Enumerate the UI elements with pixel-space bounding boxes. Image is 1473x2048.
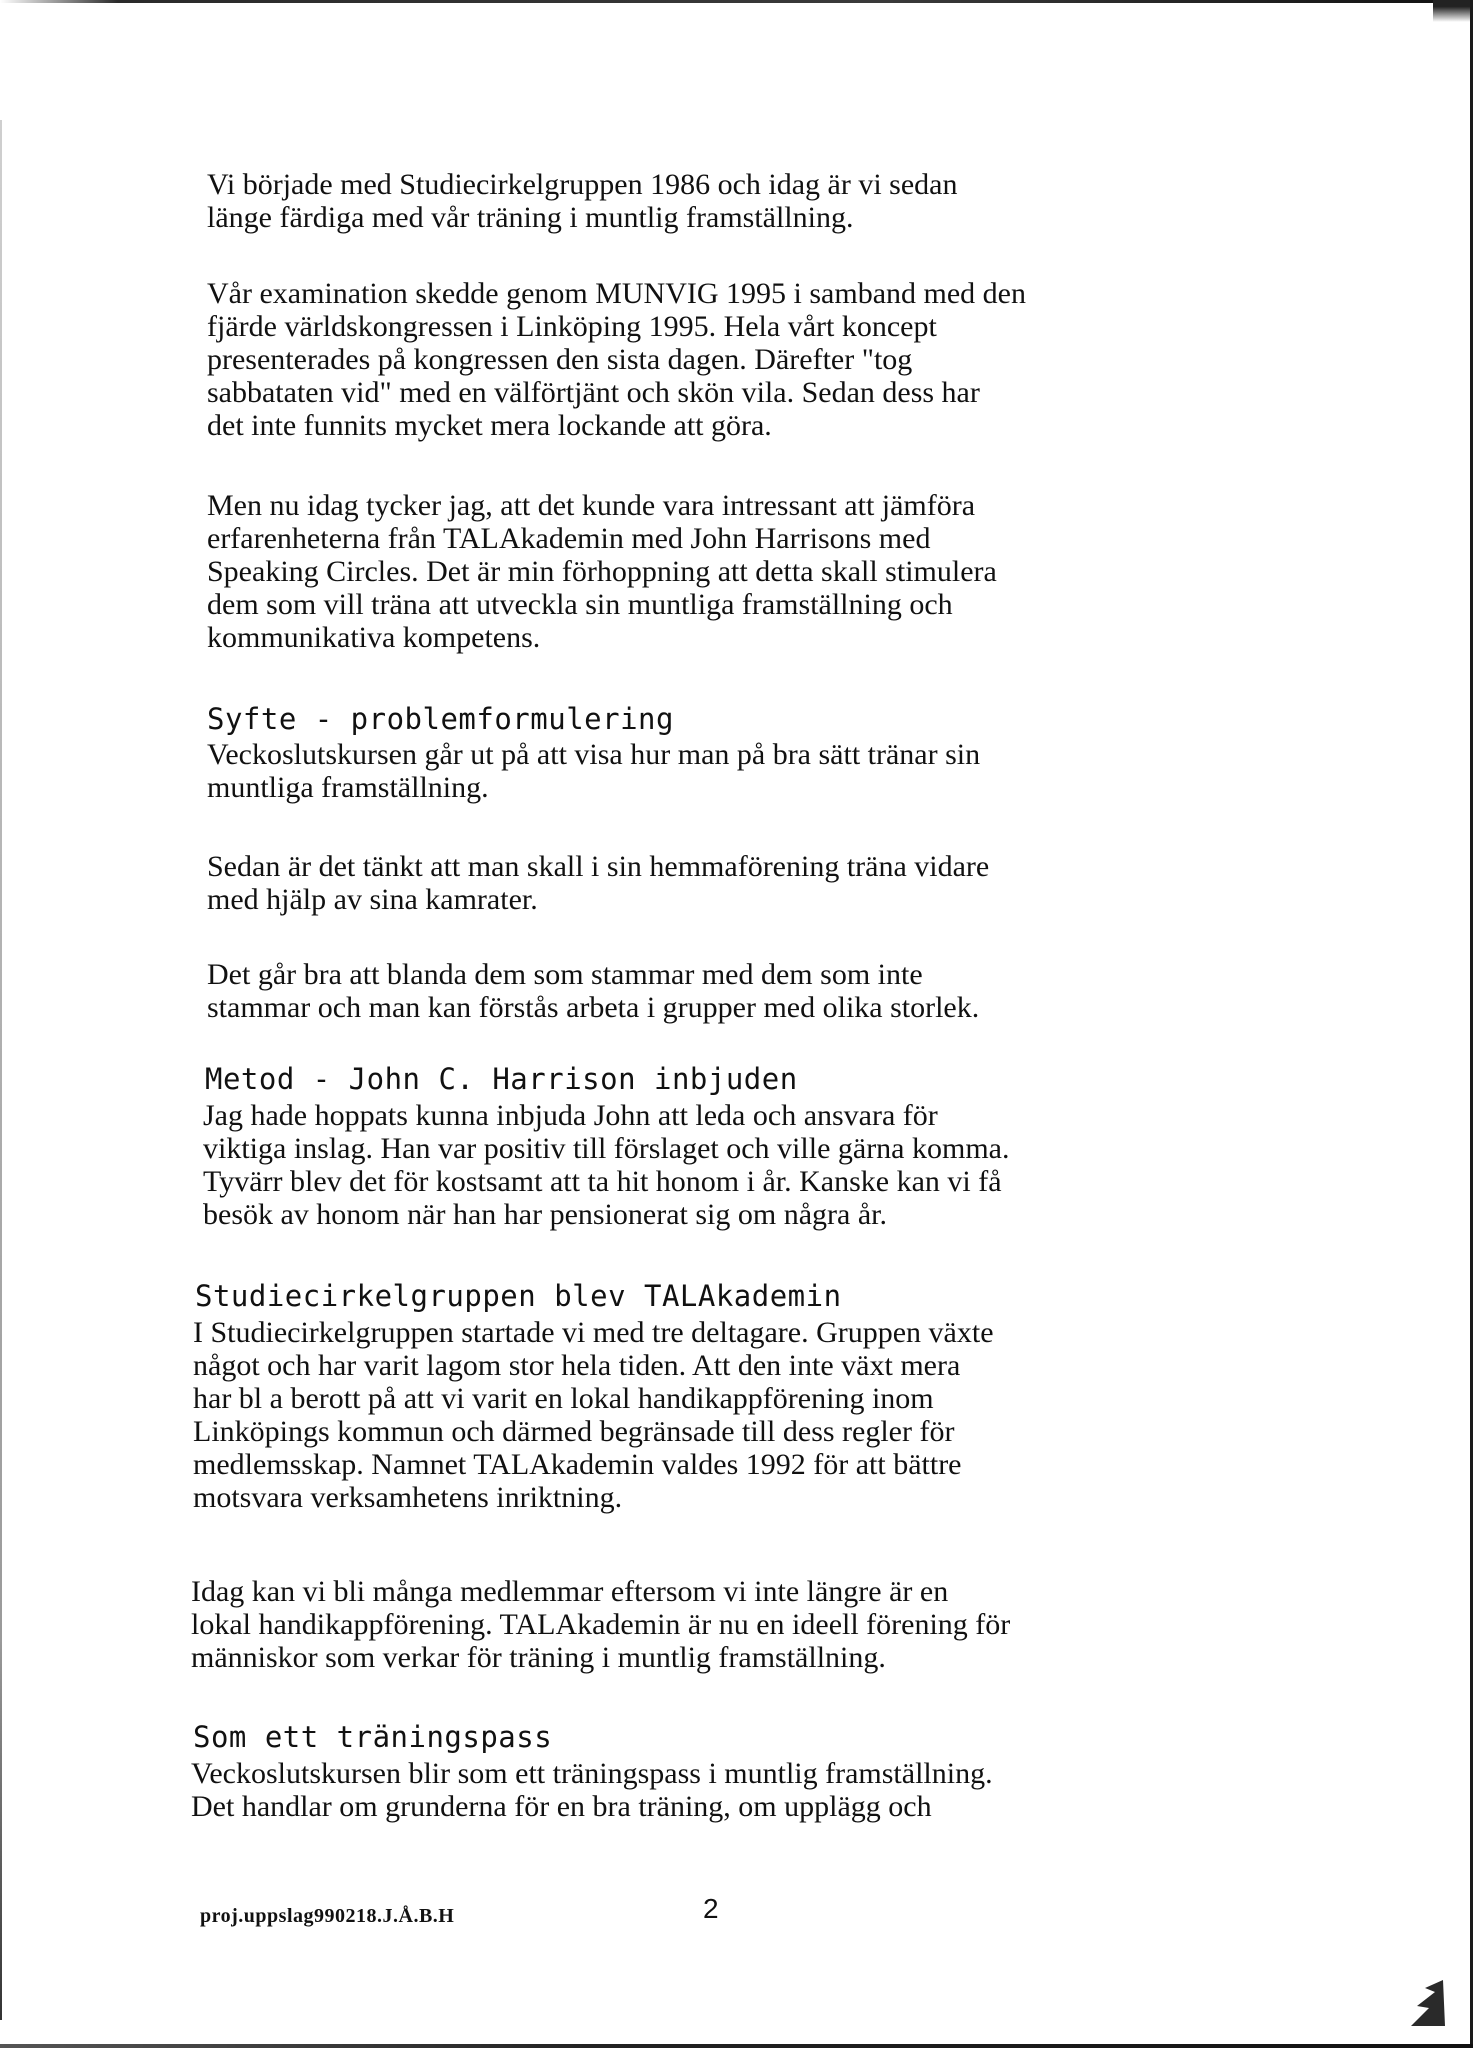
text-line: stammar och man kan förstås arbeta i grupper med olika storlek. xyxy=(207,991,980,1024)
text-line: Idag kan vi bli många medlemmar eftersom vi inte längre är en xyxy=(191,1575,949,1608)
text-line: sabbataten vid" med en välförtjänt och skön vila. Sedan dess har xyxy=(207,376,980,409)
text-line: dem som vill träna att utveckla sin muntliga framställning och xyxy=(207,588,953,621)
text-line: Det handlar om grunderna för en bra träning, om upplägg och xyxy=(191,1790,932,1823)
text-line: Tyvärr blev det för kostsamt att ta hit honom i år. Kanske kan vi få xyxy=(203,1165,1002,1198)
text-line: har bl a berott på att vi varit en lokal handikappförening inom xyxy=(193,1382,934,1415)
text-line: presenterades på kongressen den sista dagen. Därefter "tog xyxy=(207,343,913,376)
paragraph-blanda xyxy=(207,958,979,1024)
paragraph-syfte xyxy=(207,738,980,804)
text-line: det inte funnits mycket mera lockande att göra. xyxy=(207,409,772,442)
text-line: Jag hade hoppats kunna inbjuda John att leda och ansvara för xyxy=(203,1099,938,1132)
section-heading-syfte: Syfte - problemformulering xyxy=(207,702,674,736)
text-line: viktiga inslag. Han var positiv till förslaget och ville gärna komma. xyxy=(203,1132,1010,1165)
section-heading-metod: Metod - John C. Harrison inbjuden xyxy=(205,1062,798,1096)
text-line: Veckoslutskursen blir som ett träningspass i muntlig framställning. xyxy=(191,1757,993,1790)
paragraph-intro xyxy=(207,168,957,234)
text-line: muntliga framställning. xyxy=(207,771,489,804)
text-line: något och har varit lagom stor hela tiden. Att den inte växt mera xyxy=(193,1349,961,1382)
text-line: Men nu idag tycker jag, att det kunde vara intressant att jämföra xyxy=(207,489,976,522)
text-line: besök av honom när han har pensionerat sig om några år. xyxy=(203,1198,887,1231)
text-line: motsvara verksamhetens inriktning. xyxy=(193,1481,623,1514)
section-heading-studiecirkel: Studiecirkelgruppen blev TALAkademin xyxy=(195,1279,842,1313)
footer-document-code: proj.uppslag990218.J.Å.B.H xyxy=(200,1905,455,1927)
text-line: erfarenheterna från TALAkademin med John Harrisons med xyxy=(207,522,931,555)
text-line: kommunikativa kompetens. xyxy=(207,621,541,654)
text-line: länge färdiga med vår träning i muntlig framställning. xyxy=(207,201,854,234)
text-line: Speaking Circles. Det är min förhoppning att detta skall stimulera xyxy=(207,555,997,588)
text-line: I Studiecirkelgruppen startade vi med tre deltagare. Gruppen växte xyxy=(193,1316,994,1349)
text-line: med hjälp av sina kamrater. xyxy=(207,883,538,916)
paragraph-hemmaforening xyxy=(207,850,989,916)
scan-edge-bottom xyxy=(0,2044,1473,2048)
scan-corner-top-right xyxy=(1433,0,1473,22)
scan-corner-bottom-right xyxy=(1405,1978,1445,2028)
paragraph-traningspass xyxy=(191,1757,993,1823)
text-line: medlemsskap. Namnet TALAkademin valdes 1992 för att bättre xyxy=(193,1448,962,1481)
paragraph-metod xyxy=(203,1099,1009,1231)
text-line: Vi började med Studiecirkelgruppen 1986 och idag är vi sedan xyxy=(207,168,958,201)
text-line: människor som verkar för träning i muntlig framställning. xyxy=(191,1641,886,1674)
paragraph-studiecirkel xyxy=(193,1316,994,1514)
scan-edge-top xyxy=(0,0,1473,3)
text-line: Sedan är det tänkt att man skall i sin hemmaförening träna vidare xyxy=(207,850,990,883)
paragraph-examination xyxy=(207,277,1026,442)
text-line: Det går bra att blanda dem som stammar med dem som inte xyxy=(207,958,923,991)
scan-edge-left xyxy=(0,120,2,2020)
text-line: Vår examination skedde genom MUNVIG 1995 i samband med den xyxy=(207,277,1026,310)
page-number: 2 xyxy=(703,1893,719,1924)
text-line: Veckoslutskursen går ut på att visa hur man på bra sätt tränar sin xyxy=(207,738,981,771)
text-line: Linköpings kommun och därmed begränsade till dess regler för xyxy=(193,1415,955,1448)
text-line: fjärde världskongressen i Linköping 1995. Hela vårt koncept xyxy=(207,310,937,343)
section-heading-traningspass: Som ett träningspass xyxy=(193,1720,553,1754)
text-line: lokal handikappförening. TALAkademin är nu en ideell förening för xyxy=(191,1608,1011,1641)
paragraph-idag xyxy=(191,1575,1010,1674)
paragraph-comparison xyxy=(207,489,997,654)
